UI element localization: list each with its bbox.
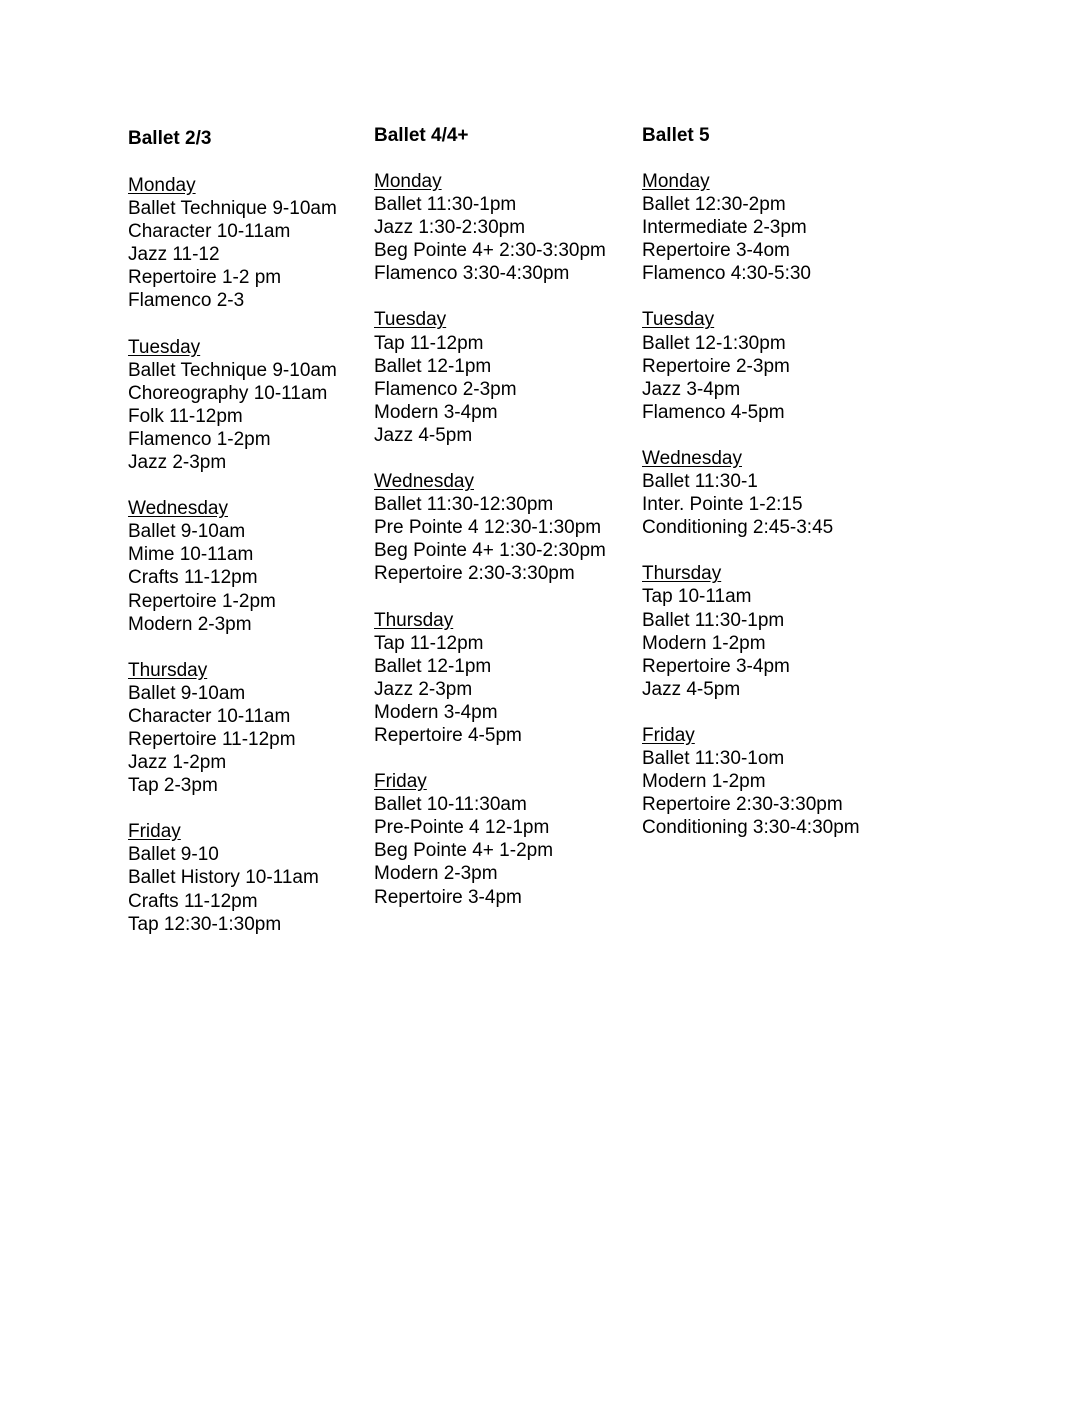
class-entry: Ballet 11:30-1om (642, 747, 785, 769)
class-entry: Repertoire 2:30-3:30pm (642, 794, 843, 816)
class-entry: Ballet 9-10 (128, 844, 219, 866)
class-entry: Tap 11-12pm (374, 332, 484, 354)
day-block-friday (128, 820, 337, 935)
day-heading: Wednesday (642, 447, 742, 469)
class-entry: Beg Pointe 4+ 2:30-3:30pm (374, 240, 606, 262)
class-entry: Ballet Technique 9-10am (128, 198, 337, 220)
day-heading: Friday (642, 724, 695, 746)
class-entry: Beg Pointe 4+ 1:30-2:30pm (374, 540, 606, 562)
class-entry: Jazz 2-3pm (374, 678, 473, 700)
class-entry: Pre Pointe 4 12:30-1:30pm (374, 517, 602, 539)
class-entry: Jazz 1-2pm (128, 752, 227, 774)
column-heading: Ballet 4/4+ (374, 125, 469, 146)
day-list (374, 170, 606, 932)
class-entry: Repertoire 1-2 pm (128, 267, 282, 289)
class-entry: Jazz 1:30-2:30pm (374, 217, 526, 239)
class-entry: Repertoire 2:30-3:30pm (374, 563, 575, 585)
day-block-monday (374, 170, 606, 285)
class-entry: Ballet 12-1pm (374, 355, 492, 377)
class-entry: Beg Pointe 4+ 1-2pm (374, 840, 554, 862)
class-entry: Ballet History 10-11am (128, 867, 319, 889)
class-entry: Conditioning 3:30-4:30pm (642, 817, 860, 839)
class-entry: Repertoire 1-2pm (128, 590, 276, 612)
class-entry: Flamenco 2-3 (128, 290, 245, 312)
class-entry: Folk 11-12pm (128, 405, 243, 427)
class-entry: Ballet 12:30-2pm (642, 194, 786, 216)
day-heading: Tuesday (374, 309, 447, 331)
day-heading: Tuesday (128, 336, 201, 358)
class-entry: Flamenco 4-5pm (642, 401, 785, 423)
class-entry: Ballet 11:30-1pm (374, 194, 517, 216)
class-entry: Tap 2-3pm (128, 775, 218, 797)
class-entry: Ballet 11:30-1pm (642, 609, 785, 631)
day-block-tuesday (642, 308, 860, 423)
class-entry: Tap 10-11am (642, 586, 752, 608)
day-block-tuesday (374, 308, 606, 447)
day-block-thursday (642, 562, 860, 701)
day-heading: Thursday (642, 563, 722, 585)
class-entry: Flamenco 3:30-4:30pm (374, 263, 570, 285)
day-heading: Monday (128, 175, 196, 196)
class-entry: Flamenco 4:30-5:30 (642, 263, 811, 285)
class-entry: Choreography 10-11am (128, 382, 328, 404)
class-entry: Intermediate 2-3pm (642, 217, 807, 239)
class-entry: Repertoire 3-4pm (374, 886, 522, 908)
column-heading: Ballet 5 (642, 125, 710, 146)
class-entry: Flamenco 1-2pm (128, 428, 271, 450)
day-heading: Wednesday (374, 471, 474, 493)
day-block-thursday (374, 609, 606, 748)
day-heading: Friday (374, 771, 427, 793)
day-block-wednesday (374, 470, 606, 585)
day-heading: Monday (642, 171, 710, 192)
class-entry: Pre-Pointe 4 12-1pm (374, 817, 550, 839)
class-entry: Modern 1-2pm (642, 632, 766, 654)
day-block-wednesday (642, 447, 860, 539)
day-block-friday (374, 770, 606, 909)
day-block-monday (128, 174, 337, 313)
class-entry: Modern 2-3pm (374, 863, 498, 885)
class-entry: Ballet 9-10am (128, 682, 246, 704)
day-list (128, 174, 337, 959)
class-entry: Crafts 11-12pm (128, 567, 258, 589)
class-entry: Ballet 9-10am (128, 521, 246, 543)
class-entry: Repertoire 3-4pm (642, 655, 790, 677)
day-block-friday (642, 724, 860, 839)
day-heading: Wednesday (128, 498, 228, 520)
day-heading: Monday (374, 171, 442, 192)
class-entry: Character 10-11am (128, 705, 291, 727)
class-entry: Inter. Pointe 1-2:15 (642, 494, 803, 516)
class-entry: Repertoire 2-3pm (642, 355, 790, 377)
day-block-thursday (128, 659, 337, 798)
day-block-tuesday (128, 336, 337, 475)
class-entry: Conditioning 2:45-3:45 (642, 517, 834, 539)
class-entry: Ballet 10-11:30am (374, 794, 527, 816)
class-entry: Jazz 11-12 (128, 244, 220, 266)
class-entry: Modern 3-4pm (374, 701, 498, 723)
class-entry: Tap 12:30-1:30pm (128, 913, 282, 935)
day-heading: Tuesday (642, 309, 715, 331)
day-heading: Friday (128, 821, 181, 843)
day-block-wednesday (128, 497, 337, 636)
class-entry: Modern 1-2pm (642, 771, 766, 793)
day-heading: Thursday (374, 609, 454, 631)
class-entry: Repertoire 11-12pm (128, 728, 296, 750)
class-entry: Jazz 4-5pm (374, 424, 473, 446)
class-entry: Repertoire 4-5pm (374, 724, 522, 746)
class-entry: Jazz 4-5pm (642, 678, 741, 700)
day-heading: Thursday (128, 659, 208, 681)
class-entry: Jazz 2-3pm (128, 452, 227, 474)
class-entry: Crafts 11-12pm (128, 890, 258, 912)
class-entry: Character 10-11am (128, 221, 291, 243)
class-entry: Ballet 12-1:30pm (642, 332, 786, 354)
class-entry: Tap 11-12pm (374, 632, 484, 654)
class-entry: Ballet 11:30-1 (642, 471, 758, 493)
class-entry: Ballet Technique 9-10am (128, 359, 337, 381)
class-entry: Jazz 3-4pm (642, 378, 741, 400)
class-entry: Ballet 11:30-12:30pm (374, 494, 554, 516)
class-entry: Modern 3-4pm (374, 401, 498, 423)
class-entry: Mime 10-11am (128, 544, 254, 566)
day-list (642, 170, 860, 862)
class-entry: Repertoire 3-4om (642, 240, 790, 262)
class-entry: Flamenco 2-3pm (374, 378, 517, 400)
column-heading: Ballet 2/3 (128, 128, 212, 149)
class-entry: Ballet 12-1pm (374, 655, 492, 677)
class-entry: Modern 2-3pm (128, 613, 252, 635)
day-block-monday (642, 170, 860, 285)
